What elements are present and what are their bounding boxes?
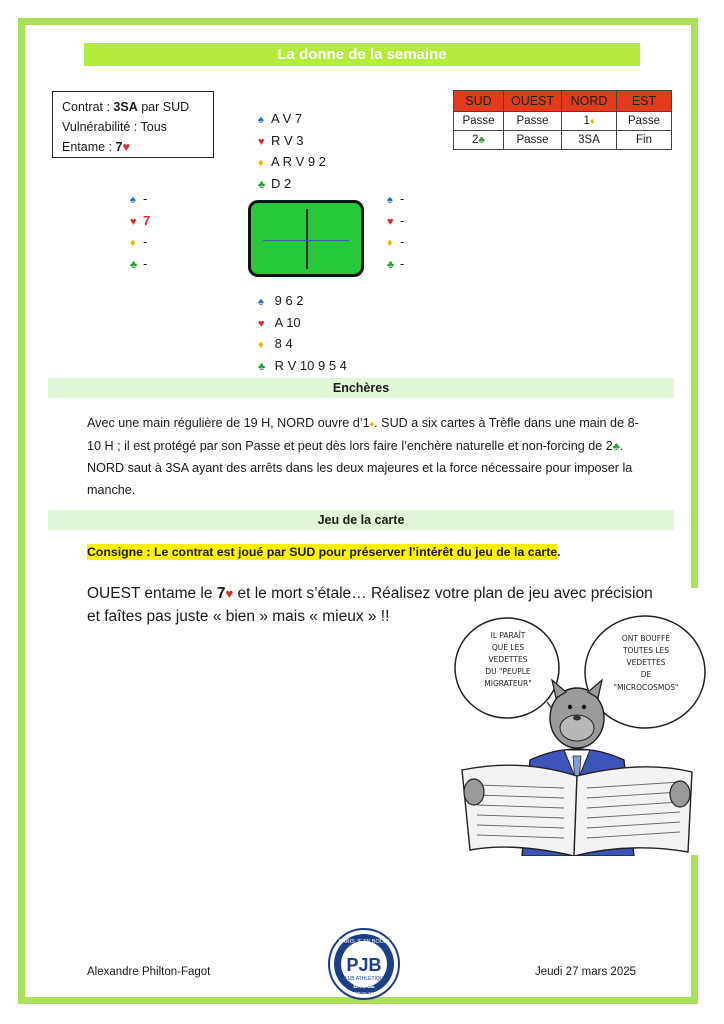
text-run: Avec une main régulière de 19 H, NORD ouvre d’1 (87, 416, 370, 430)
bid-level: 1 (583, 115, 590, 127)
diamond-icon: ♦ (589, 116, 595, 126)
bid-cell: 3SA (562, 131, 617, 150)
bubble-left-line: DU "PEUPLE (485, 667, 531, 676)
bid-cell (562, 112, 617, 131)
bubble-left-line: IL PARAÎT (490, 631, 526, 640)
heart-icon: ♥ (258, 317, 265, 330)
text-run: . SUD a six cartes à Trèfle dans une main de 8-10 H ; il est protégé par son Passe et peut dès lors faire l’enchère naturelle et non-forcing de 2 (87, 416, 639, 453)
east-clubs: - (400, 255, 405, 271)
west-clubs: - (143, 255, 148, 271)
lead-card: 7 (216, 585, 226, 602)
text-run: . NORD saut à 3SA ayant des arrêts dans les deux majeures et la force nécessaire pour imposer la manche. (87, 438, 633, 497)
north-hearts: R V 3 (271, 132, 304, 148)
encheres-paragraph (87, 413, 647, 501)
heart-icon: ♥ (225, 586, 234, 601)
bidding-table (453, 90, 672, 150)
table-divider-vertical (306, 209, 308, 269)
text-run: OUEST entame le (87, 585, 217, 602)
pjb-logo (328, 928, 400, 1000)
diamond-icon: ♦ (258, 157, 264, 169)
south-hearts: A 10 (274, 314, 301, 330)
bidding-row (454, 112, 672, 131)
vulnerability-line: Vulnérabilité : Tous (62, 120, 167, 134)
east-spades: - (400, 191, 405, 206)
club-icon: ♣ (387, 258, 395, 271)
lead-line (62, 137, 204, 157)
diamond-icon: ♦ (369, 419, 375, 429)
club-icon: ♣ (612, 440, 620, 453)
south-diamonds: 8 4 (274, 336, 293, 351)
bidding-header-row (454, 91, 672, 112)
spade-icon: ♠ (258, 296, 264, 308)
west-hand (130, 189, 150, 275)
consigne-highlight: Consigne : Le contrat est joué par SUD pour préserver l’intérêt du jeu de la carte (87, 545, 558, 559)
contract-value: 3SA (113, 100, 138, 114)
consigne (87, 545, 561, 559)
bid-cell: Passe (454, 112, 504, 131)
table-divider-horizontal (263, 240, 349, 241)
diamond-icon: ♦ (130, 237, 136, 249)
south-hand (258, 291, 347, 377)
north-hand (258, 109, 326, 195)
diamond-icon: ♦ (258, 339, 264, 351)
north-clubs: D 2 (271, 175, 292, 191)
bubble-right-line: TOUTES LES (622, 646, 670, 655)
bid-cell: Fin (617, 131, 672, 150)
bid-header-sud: SUD (454, 91, 504, 112)
west-spades: - (143, 191, 148, 206)
bid-cell: Passe (504, 112, 562, 131)
heart-icon: ♥ (122, 140, 130, 154)
bubble-left-line: QUE LES (491, 643, 525, 652)
bubble-right-line: "MICROCOSMOS" (613, 683, 679, 692)
west-diamonds: - (143, 234, 148, 249)
club-icon: ♣ (130, 258, 138, 271)
bubble-right-line: VEDETTES (626, 658, 666, 667)
footer-date: Jeudi 27 mars 2025 (535, 966, 637, 978)
east-hand (387, 189, 404, 275)
club-icon: ♣ (258, 360, 266, 373)
heart-icon: ♥ (387, 215, 394, 228)
page-frame-left (18, 18, 25, 1004)
diamond-icon: ♦ (387, 237, 393, 249)
lead-label: Entame : (62, 140, 116, 154)
bid-cell: Passe (617, 112, 672, 131)
contract-box (52, 91, 214, 158)
logo-mark: PJB (346, 955, 382, 975)
heart-icon: ♥ (258, 135, 265, 148)
bridge-table (248, 200, 364, 277)
logo-small-text: CLUB ATHLÉTIQUE (341, 976, 387, 982)
club-icon: ♣ (258, 178, 266, 191)
footer-author: Alexandre Philton-Fagot (87, 966, 211, 978)
consigne-end: . (557, 545, 561, 559)
spade-icon: ♠ (258, 114, 264, 126)
bid-header-ouest: OUEST (504, 91, 562, 112)
cartoon-cat-newspaper (452, 610, 710, 856)
spade-icon: ♠ (130, 194, 136, 206)
logo-sub-text: BRIDGE (353, 984, 375, 990)
section-encheres: Enchères (48, 378, 674, 398)
logo-top-text: PARIS JEAN BOUIN (338, 939, 390, 945)
logo-since-text: DEPUIS 1911 (350, 991, 378, 996)
south-spades: 9 6 2 (274, 293, 304, 308)
spade-icon: ♠ (387, 194, 393, 206)
bubble-left-line: MIGRATEUR" (484, 679, 532, 688)
east-hearts: - (400, 212, 405, 228)
bid-level: 2 (472, 134, 479, 146)
club-icon: ♣ (478, 135, 485, 146)
bid-cell (454, 131, 504, 150)
text-run: et le mort s’étale… Réalisez votre plan de jeu avec précision et faîtes pas juste « bien » mais « mieux » !! (87, 585, 653, 625)
east-diamonds: - (400, 234, 405, 249)
bubble-right-line: DE (640, 670, 652, 679)
page-frame-right (691, 18, 698, 588)
bid-header-nord: NORD (562, 91, 617, 112)
contract-label: Contrat : (62, 100, 114, 114)
bubble-right-line: ONT BOUFFÉ (621, 634, 671, 643)
lead-card: 7 (115, 140, 123, 154)
north-spades: A V 7 (271, 111, 303, 126)
north-diamonds: A R V 9 2 (271, 154, 326, 169)
page-frame-top (18, 18, 698, 25)
heart-icon: ♥ (130, 215, 137, 228)
west-hearts: 7 (143, 212, 151, 228)
bid-header-est: EST (617, 91, 672, 112)
south-clubs: R V 10 9 5 4 (274, 357, 347, 373)
bidding-row (454, 131, 672, 150)
bubble-left-line: VEDETTES (488, 655, 528, 664)
contract-declarer: par SUD (137, 100, 190, 114)
page-title: La donne de la semaine (84, 43, 640, 66)
contract-line (62, 97, 204, 117)
section-jeu-de-la-carte: Jeu de la carte (48, 510, 674, 530)
page-frame-right-lower (691, 855, 698, 1004)
bid-cell: Passe (504, 131, 562, 150)
